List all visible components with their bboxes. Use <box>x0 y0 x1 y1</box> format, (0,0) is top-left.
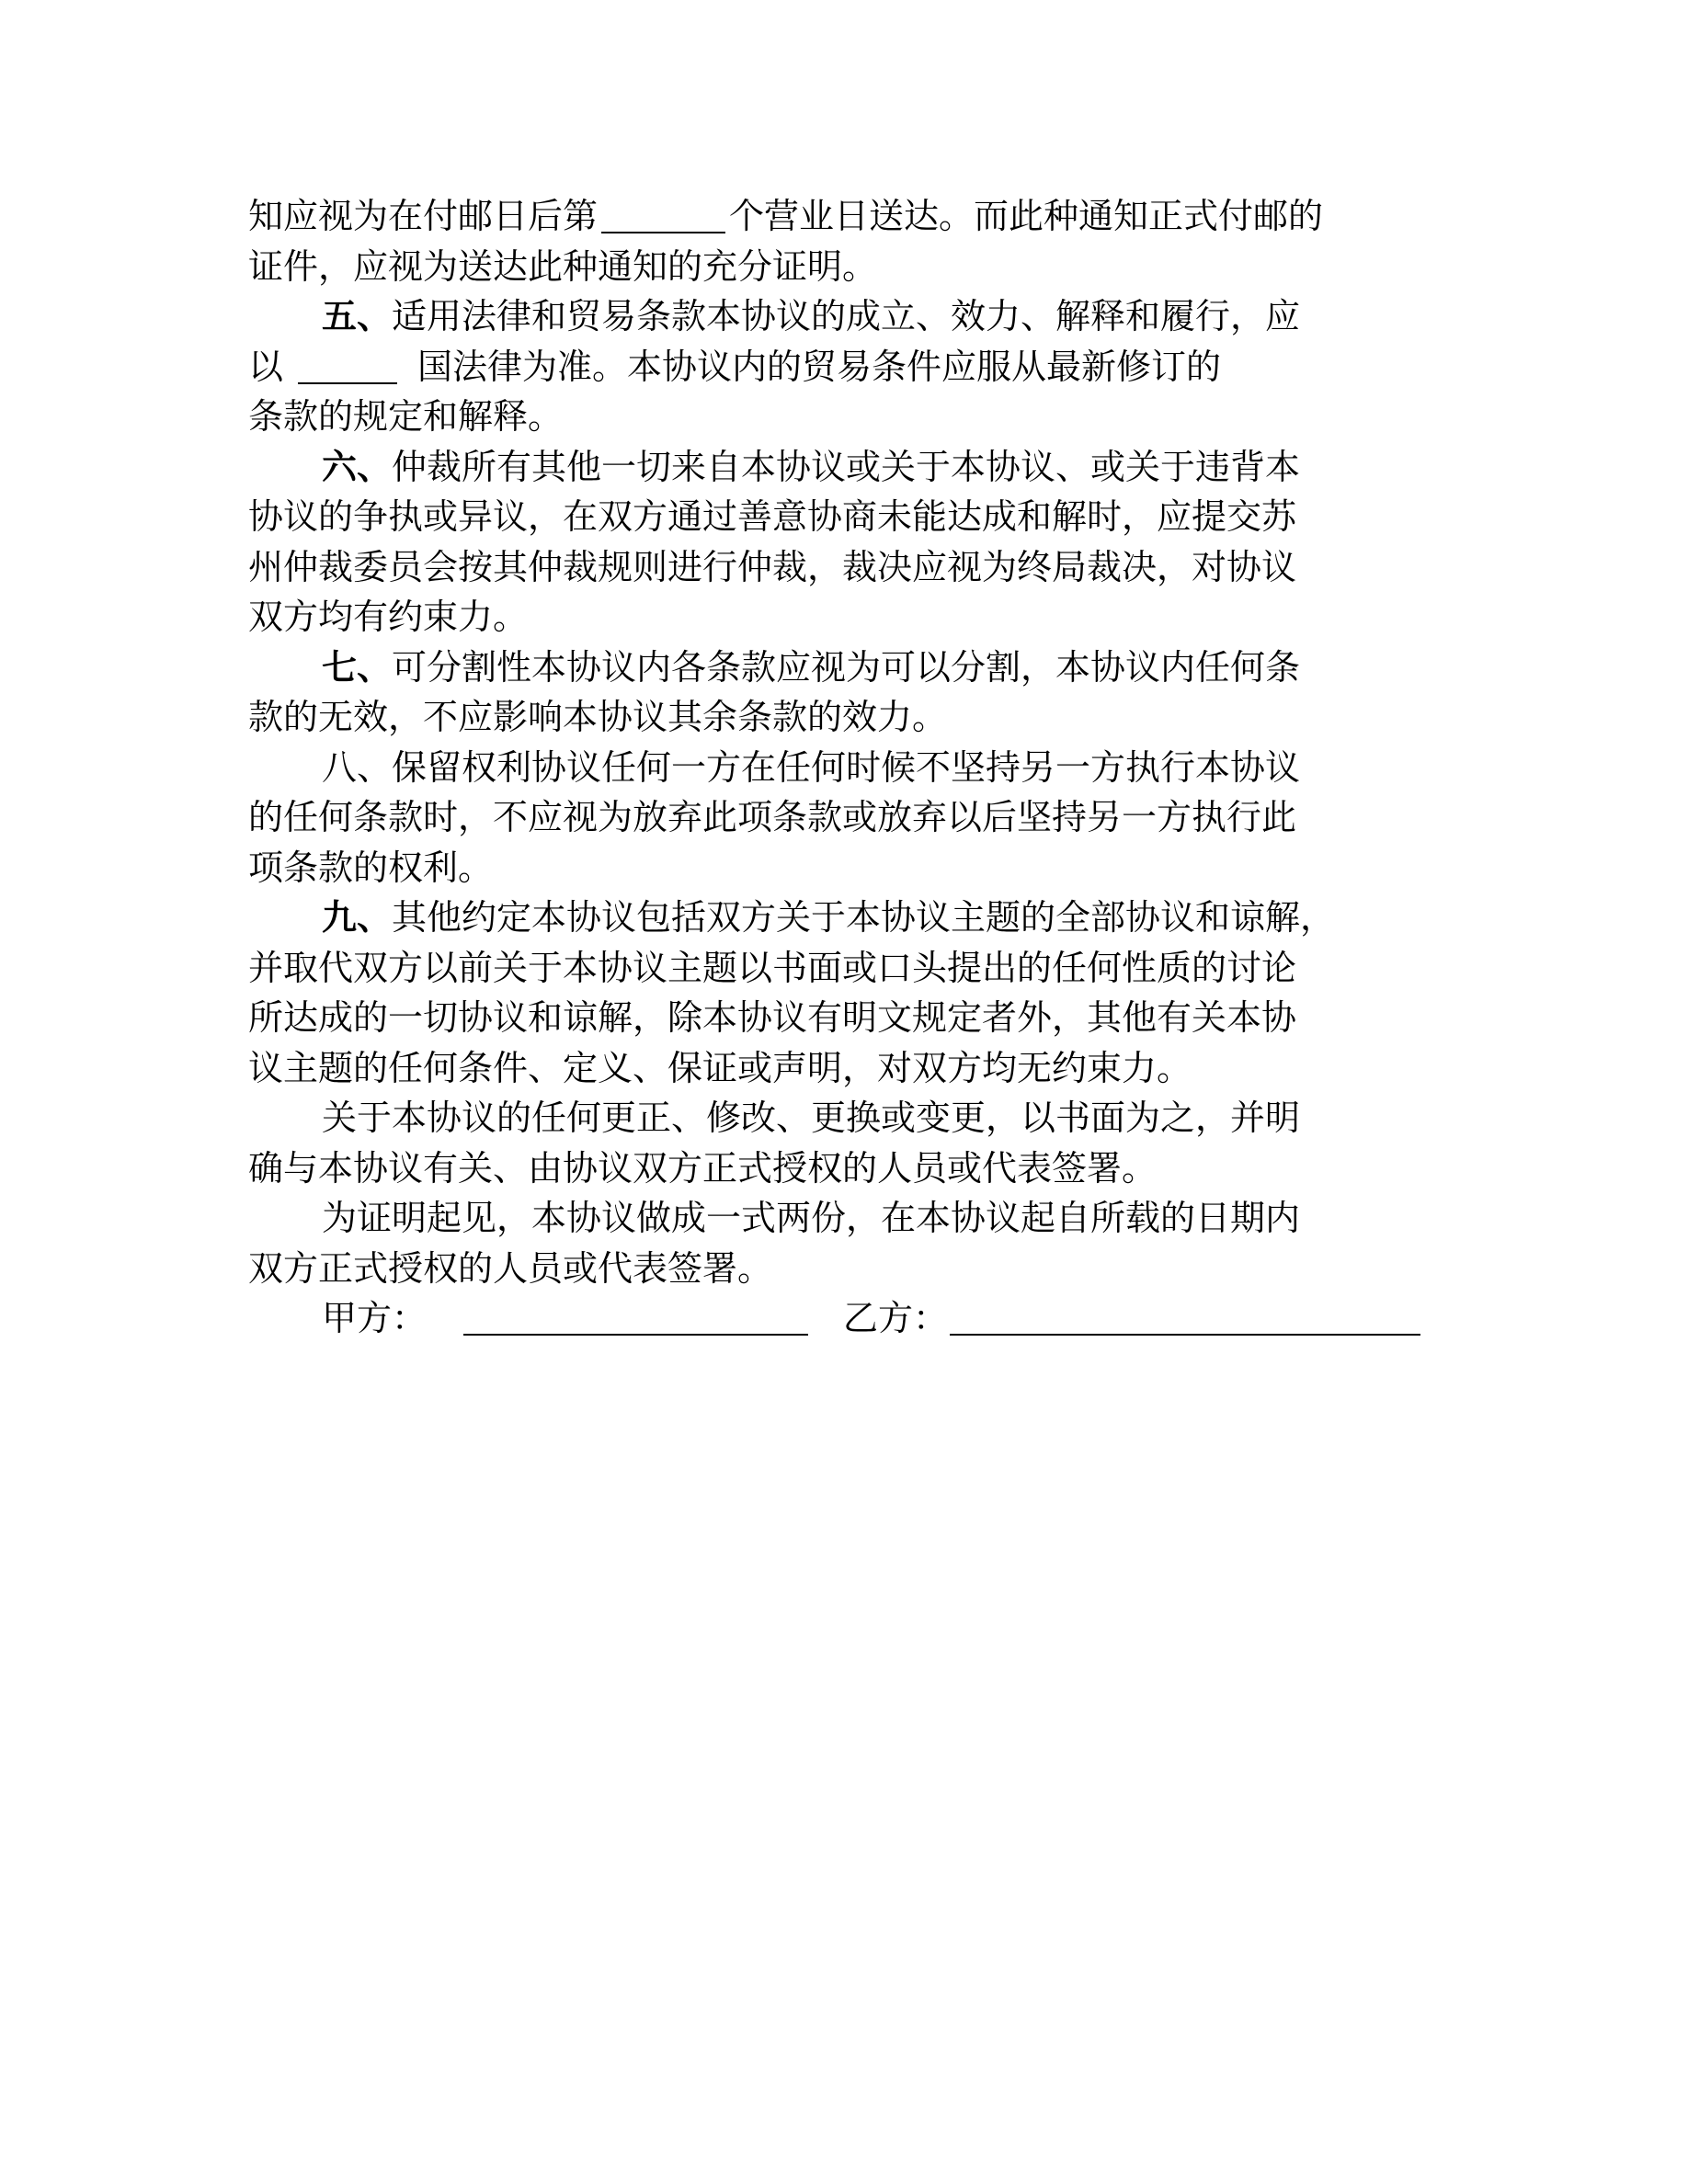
text-segment: 其他约定本协议包括双方关于本协议主题的全部协议和谅解， <box>392 897 1336 938</box>
text-line: 条款的规定和解释。 <box>248 396 564 437</box>
text-line: 为证明起见，本协议做成一式两份，在本协议起自所载的日期内 <box>322 1198 1301 1238</box>
text-line: 州仲裁委员会按其仲裁规则进行仲裁，裁决应视为终局裁决，对协议 <box>248 546 1297 587</box>
blank-governing-law <box>298 346 397 384</box>
signature-row <box>248 1293 1443 1344</box>
blank-business-days <box>601 195 725 233</box>
party-b-signature-blank <box>950 1297 1420 1336</box>
text-segment: 国法律为准。本协议内的贸易条件应服从最新修订的 <box>417 346 1222 387</box>
text-line: 议主题的任何条件、定义、保证或声明，对双方均无约束力。 <box>248 1047 1192 1088</box>
clause-7-heading-line <box>248 643 1443 693</box>
party-b-label: 乙方： <box>843 1298 949 1338</box>
clause-number: 七、 <box>322 645 393 688</box>
clause-number: 六、 <box>322 445 393 487</box>
clause-number: 九、 <box>322 896 393 938</box>
text-segment: 仲裁所有其他一切来自本协议或关于本协议、或关于违背本 <box>392 446 1301 487</box>
text-line: 协议的争执或异议，在双方通过善意协商未能达成和解时，应提交苏 <box>248 496 1297 537</box>
clause-5-heading-line <box>248 291 1443 342</box>
text-line: 项条款的权利。 <box>248 847 494 888</box>
text-line <box>248 342 1443 392</box>
party-a-signature-blank <box>463 1297 808 1336</box>
text-line: 确与本协议有关、由协议双方正式授权的人员或代表签署。 <box>248 1147 1158 1189</box>
text-line: 并取代双方以前关于本协议主题以书面或口头提出的任何性质的讨论 <box>248 947 1297 988</box>
clause-8-heading-line: 八、保留权利协议任何一方在任何时候不坚持另一方执行本协议 <box>322 746 1301 788</box>
agreement-body <box>248 191 1443 1344</box>
clause-9-heading-line <box>248 893 1443 943</box>
text-line: 关于本协议的任何更正、修改、更换或变更，以书面为之，并明 <box>322 1098 1301 1138</box>
text-segment: 知应视为在付邮日后第 <box>248 196 599 236</box>
party-a-label: 甲方： <box>322 1298 428 1338</box>
text-line: 证件，应视为送达此种通知的充分证明。 <box>248 245 878 287</box>
clause-number: 五、 <box>322 295 393 336</box>
text-line: 双方正式授权的人员或代表签署。 <box>248 1247 773 1289</box>
text-segment: 适用法律和贸易条款本协议的成立、效力、解释和履行，应 <box>392 296 1301 336</box>
text-line <box>248 191 1443 242</box>
text-segment: 可分割性本协议内各条款应视为可以分割，本协议内任何条 <box>392 646 1301 688</box>
text-line: 双方均有约束力。 <box>248 597 529 637</box>
text-line: 的任何条款时，不应视为放弃此项条款或放弃以后坚持另一方执行此 <box>248 797 1297 837</box>
text-line: 所达成的一切协议和谅解，除本协议有明文规定者外，其他有关本协 <box>248 997 1297 1038</box>
text-segment: 以 <box>248 346 284 387</box>
text-segment: 个营业日送达。而此种通知正式付邮的 <box>729 196 1324 236</box>
text-line: 款的无效，不应影响本协议其余条款的效力。 <box>248 697 948 737</box>
clause-6-heading-line <box>248 442 1443 493</box>
